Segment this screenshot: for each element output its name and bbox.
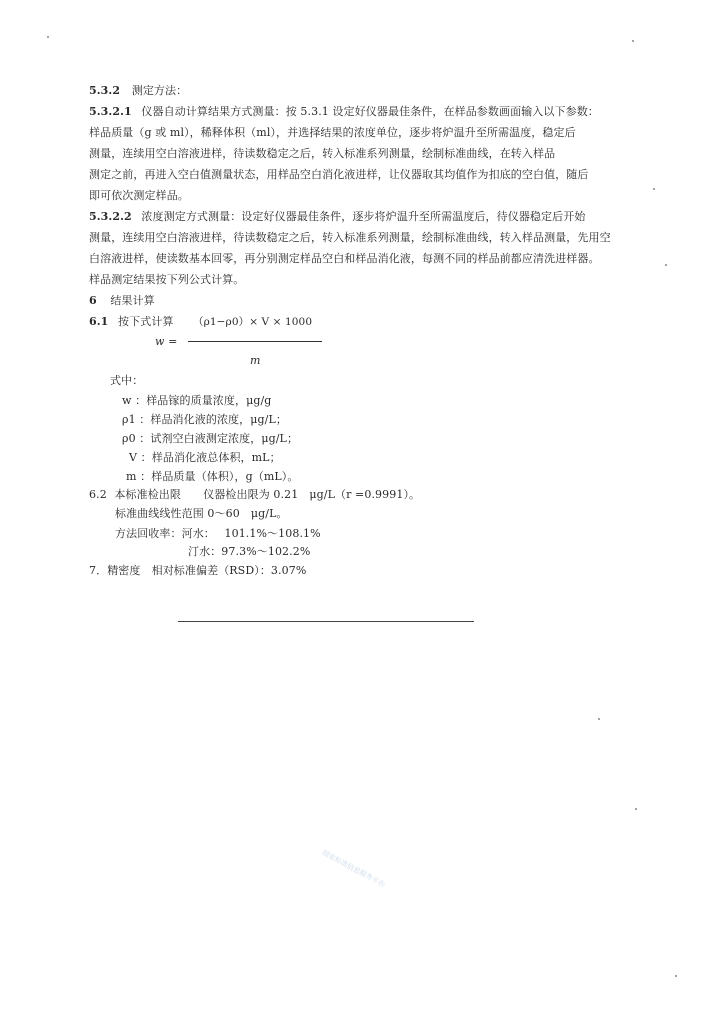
watermark: 国家标准信息服务平台 (320, 848, 387, 889)
section-number: 6 (89, 294, 97, 307)
recovery-river (115, 526, 321, 541)
recovery-river-value: 101.1%～108.1% (224, 527, 321, 540)
paragraph-text: 浓度测定方式测量：设定好仪器最佳条件，逐步将炉温升至所需温度后，待仪器稳定后开始 (141, 210, 586, 223)
section-number: 5.3.2.1 (89, 105, 132, 118)
paragraph-5-3-2-2-line-2: 测量，连续用空白溶液进样，待读数稳定之后，转入标准系列测量，绘制标准曲线，转入样品测量，先用空 (89, 231, 611, 244)
section-number: 5.3.2 (89, 84, 121, 97)
scan-speck (632, 40, 634, 42)
paragraph-5-3-2-1-line-5: 即可依次测定样品。 (89, 189, 189, 202)
formula-lhs: w = (155, 335, 178, 348)
section-6 (89, 293, 155, 308)
section-number: 5.3.2.2 (89, 210, 132, 223)
variable-definition: ρ0 ：试剂空白液测定浓度，μg/L； (122, 432, 299, 445)
section-6-2 (89, 487, 420, 502)
end-rule (178, 621, 474, 622)
linear-range-text: 标准曲线线性范围 0～60 μg/L。 (115, 507, 288, 520)
paragraph-text: 仪器自动计算结果方式测量：按 5.3.1 设定好仪器最佳条件，在样品参数画面输入以下参数： (141, 105, 599, 118)
scan-speck (635, 808, 637, 810)
section-number: 6.2 (89, 488, 107, 501)
scan-speck (598, 718, 600, 720)
scan-speck (675, 975, 677, 977)
formula-numerator: （ρ1−ρ0）× V × 1000 (193, 316, 313, 328)
variable-definition: ρ1 ：样品消化液的浓度，μg/L； (122, 413, 287, 426)
paragraph-5-3-2-1-line-2: 样品质量（g 或 ml），稀释体积（ml），并选择结果的浓度单位，逐步将炉温升至所需温度，稳定后 (89, 126, 576, 139)
scan-speck (653, 188, 655, 190)
fraction-bar (188, 341, 322, 342)
formula-denominator: m (250, 354, 261, 367)
recovery-label: 方法回收率：河水： (115, 527, 215, 540)
paragraph-5-3-2-2-line-4: 样品测定结果按下列公式计算。 (89, 273, 245, 286)
section-6-1 (89, 314, 174, 329)
section-title: 结果计算 (110, 294, 155, 307)
where-label: 式中： (110, 374, 144, 387)
variable-definition: w ：样品镓的质量浓度，μg/g (122, 394, 272, 407)
paragraph-5-3-2-1-line-4: 测定之前，再进入空白值测量状态，用样品空白消化液进样，让仪器取其均值作为扣底的空白值，随后 (89, 168, 589, 181)
detection-limit-text: 本标准检出限 仪器检出限为 0.21 μg/L（r =0.9991）。 (114, 488, 421, 501)
section-title: 测定方法： (131, 84, 188, 97)
recovery-sewage: 汀水：97.3%～102.2% (188, 545, 311, 558)
scan-speck (665, 264, 667, 266)
scan-speck (47, 36, 49, 38)
paragraph-5-3-2-2-line-3: 白溶液进样，使读数基本回零，再分别测定样品空白和样品消化液，每测不同的样品前都应清洗进样器。 (89, 252, 600, 265)
section-number: 6.1 (89, 315, 109, 328)
paragraph-5-3-2-1-line-1 (89, 104, 599, 119)
section-title: 按下式计算 (118, 315, 174, 328)
variable-definition: V ：样品消化液总体积，mL； (129, 451, 281, 464)
section-5-3-2 (89, 83, 187, 98)
variable-definition: m ：样品质量（体积），g（mL）。 (126, 470, 299, 483)
paragraph-5-3-2-1-line-3: 测量，连续用空白溶液进样，待读数稳定之后，转入标准系列测量，绘制标准曲线，在转入样品 (89, 147, 556, 160)
paragraph-5-3-2-2-line-1 (89, 209, 585, 224)
section-7-precision: 7．精密度 相对标准偏差（RSD）：3.07% (89, 564, 307, 577)
